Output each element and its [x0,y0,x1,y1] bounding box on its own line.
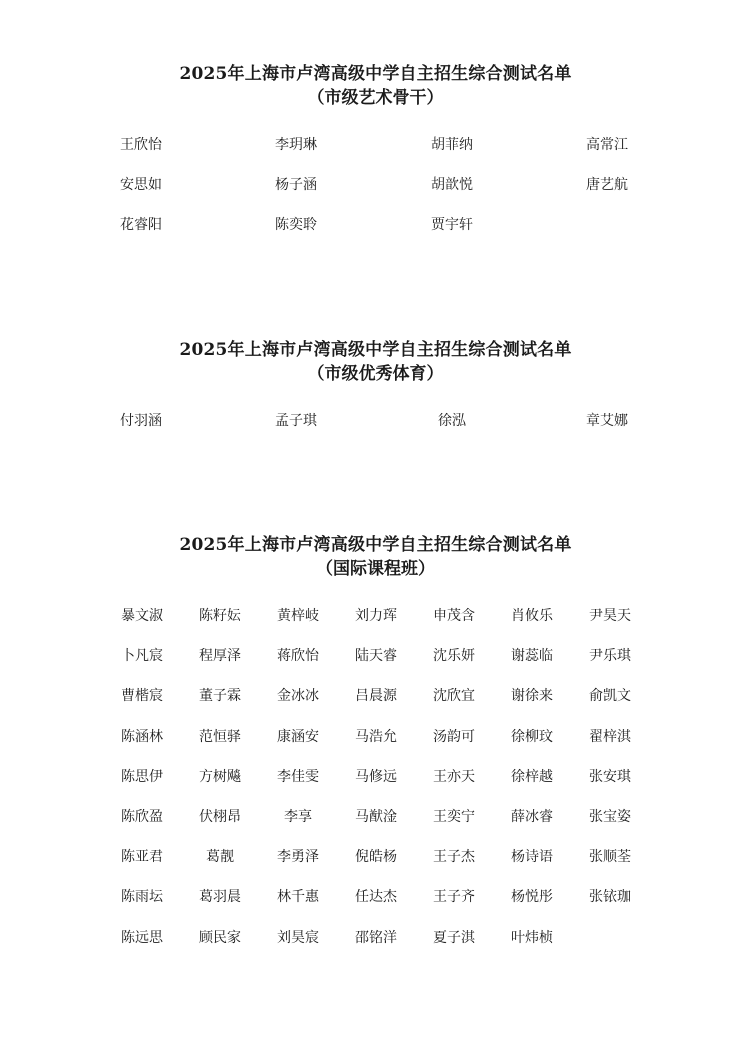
section-art [0,62,751,236]
student-name: 夏子淇 [433,929,475,946]
section-title: 2025年上海市卢湾高级中学自主招生综合测试名单 [179,340,572,360]
student-name: 董子霖 [199,688,241,705]
student-name: 陈籽妘 [199,608,241,624]
student-name: 范恒驿 [199,728,241,745]
student-name: 李玥琳 [275,137,317,153]
student-name: 张安琪 [589,768,631,785]
student-name: 沈欣宜 [433,688,475,705]
student-name: 方树飚 [199,768,241,785]
student-name: 李享 [284,809,312,825]
student-name: 俞凯文 [589,688,631,705]
student-name: 陈雨坛 [121,889,163,906]
student-name: 叶炜桢 [511,929,553,946]
student-name: 陈思伊 [121,768,163,785]
student-name: 杨子涵 [275,177,317,193]
student-name: 程厚泽 [199,648,241,665]
section-subtitle: （市级艺术骨干） [307,88,444,108]
student-name: 王亦天 [433,768,475,785]
student-name: 葛靓 [206,849,234,866]
student-name: 任达杰 [355,889,397,906]
student-name: 林千惠 [277,889,319,906]
student-name: 蒋欣怡 [277,648,319,665]
student-name: 付羽涵 [120,413,162,429]
student-name: 黄梓岐 [277,608,319,624]
student-name: 薛冰睿 [511,809,553,825]
section-international [0,533,751,947]
student-name: 花睿阳 [120,217,162,233]
student-name: 倪皓杨 [355,849,397,866]
student-name: 王子齐 [433,889,475,906]
name-grid [117,607,629,947]
student-name: 陈亚君 [121,849,163,866]
student-name: 孟子琪 [275,413,317,429]
student-name: 肖攸乐 [511,608,553,624]
student-name: 康涵安 [277,728,319,745]
student-name: 翟梓淇 [589,728,631,745]
student-name: 陈欣盈 [121,809,163,825]
section-title: 2025年上海市卢湾高级中学自主招生综合测试名单 [179,64,572,84]
name-grid [120,412,632,432]
student-name: 徐梓越 [511,768,553,785]
student-name: 马浩允 [355,728,397,745]
section-title: 2025年上海市卢湾高级中学自主招生综合测试名单 [179,535,572,555]
student-name: 张宝姿 [589,809,631,825]
student-name: 伏栩昂 [199,809,241,825]
student-name: 马猷淦 [355,809,397,825]
student-name: 暴文淑 [121,608,163,624]
student-name: 高常江 [586,137,628,153]
student-name: 杨诗语 [511,849,553,866]
student-name: 徐泓 [438,413,466,429]
student-name: 曹楷宸 [121,688,163,705]
student-name: 沈乐妍 [433,648,475,665]
name-grid [120,136,632,236]
student-name: 吕晨源 [355,688,397,705]
student-name: 马修远 [355,768,397,785]
student-name: 章艾娜 [586,413,628,429]
student-name: 安思如 [120,177,162,193]
section-subtitle: （国际课程班） [316,559,435,579]
student-name: 陈涵林 [121,728,163,745]
student-name: 胡歆悦 [431,177,473,193]
section-subtitle: （市级优秀体育） [307,364,444,384]
student-name: 王子杰 [433,849,475,866]
student-name: 谢蕊临 [511,648,553,665]
student-name: 陈奕聆 [275,217,317,233]
student-name: 葛羽晨 [199,889,241,906]
student-name: 徐柳玟 [511,728,553,745]
student-name: 刘昊宸 [277,929,319,946]
student-name: 顾民家 [199,929,241,946]
student-name: 尹乐琪 [589,648,631,665]
student-name: 申茂含 [433,608,475,624]
student-name: 胡菲纳 [431,137,473,153]
student-name: 陈远思 [121,929,163,946]
student-name: 汤韵可 [433,728,475,745]
student-name: 张铱珈 [589,889,631,906]
student-name: 邵铭洋 [355,929,397,946]
student-name: 陆天睿 [355,648,397,665]
student-name: 杨悦彤 [511,889,553,906]
student-name: 刘力珲 [355,608,397,624]
student-name: 金冰冰 [277,688,319,705]
student-name: 张顺荃 [589,849,631,866]
student-name: 李佳雯 [277,768,319,785]
student-name: 王欣怡 [120,137,162,153]
student-name: 王奕宁 [433,809,475,825]
student-name: 唐艺航 [586,177,628,193]
student-name: 尹昊天 [589,608,631,624]
student-name: 李勇泽 [277,849,319,866]
student-name: 卜凡宸 [121,648,163,665]
student-name: 贾宇轩 [431,217,473,233]
student-name: 谢徐来 [511,688,553,705]
section-sport [0,338,751,432]
